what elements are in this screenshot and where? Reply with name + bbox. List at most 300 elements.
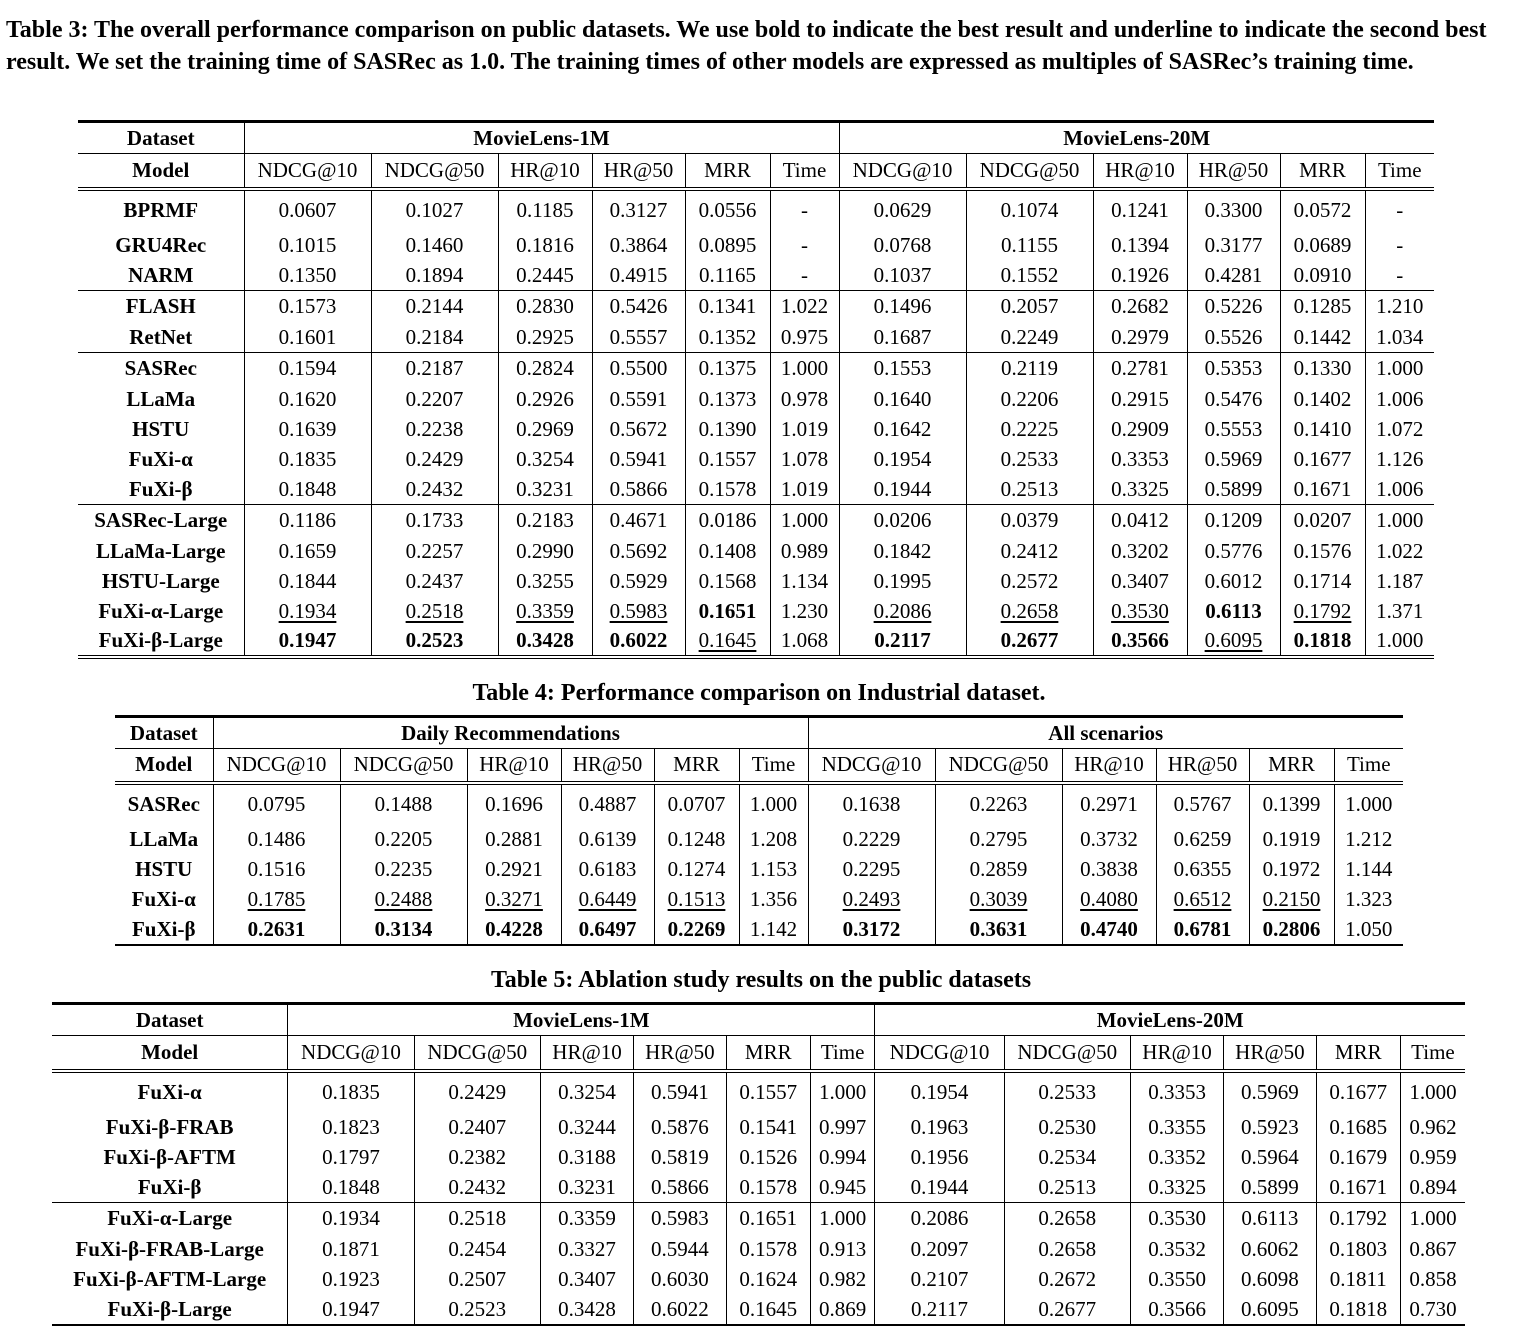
model-name: FLASH	[78, 291, 244, 323]
metric-value: 0.1677	[1280, 445, 1365, 475]
table5-caption: Table 5: Ablation study results on the public datasets	[490, 967, 1032, 993]
metric-header: MRR	[1249, 749, 1334, 783]
metric-value: 0.1578	[726, 1173, 810, 1203]
metric-value: 0.1488	[340, 783, 467, 825]
metric-value: 0.5944	[634, 1235, 726, 1265]
metric-value: 0.1074	[966, 189, 1093, 231]
metric-value: 0.3732	[1062, 825, 1156, 855]
metric-value: 0.2086	[875, 1203, 1004, 1235]
metric-value: 0.1185	[498, 189, 592, 231]
metric-value: 0.1645	[685, 627, 770, 657]
metric-value: 0.0768	[839, 231, 966, 261]
metric-value: 1.000	[1365, 505, 1434, 537]
metric-value: 0.3127	[592, 189, 685, 231]
metric-value: 0.1568	[685, 567, 770, 597]
metric-value: 0.6012	[1187, 567, 1280, 597]
metric-value: 0.3407	[1093, 567, 1187, 597]
metric-value: 1.371	[1376, 599, 1424, 623]
model-name: SASRec	[115, 783, 213, 825]
metric-value: 0.2432	[371, 475, 498, 505]
model-name: FuXi-β-FRAB-Large	[52, 1235, 288, 1265]
metric-value: 0.2572	[966, 567, 1093, 597]
metric-value: 1.022	[1376, 539, 1424, 563]
table-row	[78, 353, 1434, 385]
metric-value: 0.2057	[966, 291, 1093, 323]
metric-header: MRR	[1280, 154, 1365, 189]
metric-value: 0.5553	[1187, 415, 1280, 445]
metric-value: 0.5767	[1156, 783, 1249, 825]
metric-value: 0.1402	[1280, 385, 1365, 415]
dataset-header: Dataset	[78, 122, 244, 154]
model-name: FuXi-α	[52, 1071, 288, 1113]
metric-header: Time	[810, 1036, 875, 1071]
metric-value: 0.1659	[244, 537, 371, 567]
metric-value: 0.1923	[288, 1265, 414, 1295]
table-row	[52, 1113, 1465, 1143]
metric-value: 0.0186	[685, 505, 770, 537]
metric-value: 0.6113	[1224, 1203, 1316, 1235]
metric-value: 0.0207	[1280, 505, 1365, 537]
metric-header: Time	[1400, 1036, 1465, 1071]
metric-value: 1.134	[780, 569, 829, 593]
metric-value: 0.2830	[498, 291, 592, 323]
metric-value: 0.0795	[213, 783, 340, 825]
table-row	[78, 537, 1434, 567]
metric-value: 0.2445	[498, 261, 592, 291]
metric-value: 0.6113	[1187, 597, 1280, 627]
metric-value: 0.1601	[244, 323, 371, 353]
metric-value: 0.2184	[371, 323, 498, 353]
metric-value: 1.006	[1376, 387, 1424, 411]
metric-value: 0.6781	[1156, 915, 1249, 945]
table-row	[52, 1173, 1465, 1203]
metric-value: 0.2881	[467, 825, 561, 855]
metric-value: 0.1671	[1316, 1173, 1400, 1203]
metric-value: 0.2523	[371, 627, 498, 657]
metric-value: 0.858	[1409, 1267, 1457, 1291]
metric-value: 0.1792	[1316, 1203, 1400, 1235]
metric-value: 0.3231	[540, 1173, 633, 1203]
model-name: FuXi-α-Large	[52, 1203, 288, 1235]
metric-value: 0.1811	[1316, 1265, 1400, 1295]
metric-value: 0.2117	[839, 627, 966, 657]
metric-value: 0.1679	[1316, 1143, 1400, 1173]
metric-value: 0.2097	[875, 1235, 1004, 1265]
table-row	[78, 597, 1434, 627]
metric-value: 0.1209	[1187, 505, 1280, 537]
metric-header: NDCG@10	[875, 1036, 1004, 1071]
metric-value: 0.3428	[498, 627, 592, 657]
metric-value: 0.5941	[592, 445, 685, 475]
metric-value: -	[1396, 262, 1404, 287]
table-row	[52, 1203, 1465, 1235]
metric-value: 0.1844	[244, 567, 371, 597]
table-row	[78, 291, 1434, 323]
metric-value: 0.1186	[244, 505, 371, 537]
metric-value: 0.5941	[634, 1071, 726, 1113]
metric-value: 0.3244	[540, 1113, 633, 1143]
metric-value: 0.1944	[875, 1173, 1004, 1203]
table-row	[52, 1265, 1465, 1295]
metric-value: 0.2533	[966, 445, 1093, 475]
metric-value: 0.1640	[839, 385, 966, 415]
table-row	[78, 385, 1434, 415]
metric-value: 0.1576	[1280, 537, 1365, 567]
metric-value: 0.1823	[288, 1113, 414, 1143]
metric-value: 0.2144	[371, 291, 498, 323]
metric-value: 0.5426	[592, 291, 685, 323]
metric-value: 0.3566	[1093, 627, 1187, 657]
metric-value: 1.230	[780, 599, 829, 623]
metric-value: 1.153	[749, 857, 798, 881]
metric-value: 0.1816	[498, 231, 592, 261]
metric-value: 0.913	[819, 1237, 867, 1261]
metric-value: 0.1954	[839, 445, 966, 475]
metric-value: 0.3255	[498, 567, 592, 597]
metric-value: 0.1594	[244, 353, 371, 385]
table-row	[115, 855, 1403, 885]
metric-value: 0.2513	[1004, 1173, 1130, 1203]
metric-value: 0.3271	[467, 885, 561, 915]
metric-value: 0.1285	[1280, 291, 1365, 323]
group1-header: MovieLens-1M	[244, 122, 839, 154]
metric-value: 0.2658	[1004, 1235, 1130, 1265]
metric-value: 0.6022	[592, 627, 685, 657]
metric-value: 0.4887	[561, 783, 654, 825]
metric-value: 0.1894	[371, 261, 498, 291]
metric-value: -	[1396, 198, 1404, 222]
metric-value: 0.2971	[1062, 783, 1156, 825]
metric-value: 0.1620	[244, 385, 371, 415]
table-row	[78, 445, 1434, 475]
metric-value: 0.3532	[1130, 1235, 1223, 1265]
metric-value: 0.994	[819, 1145, 867, 1169]
metric-value: 0.6022	[634, 1295, 726, 1325]
metric-value: 0.959	[1409, 1145, 1457, 1169]
metric-value: 0.1410	[1280, 415, 1365, 445]
metric-value: 0.2207	[371, 385, 498, 415]
metric-value: 0.1578	[726, 1235, 810, 1265]
table-4	[115, 715, 1403, 946]
metric-value: 0.3254	[498, 445, 592, 475]
model-name: FuXi-β-Large	[78, 627, 244, 657]
metric-value: -	[1396, 233, 1404, 257]
metric-value: 0.1639	[244, 415, 371, 445]
metric-value: 0.1944	[839, 475, 966, 505]
metric-value: 0.5500	[592, 353, 685, 385]
metric-value: 1.022	[770, 291, 839, 323]
table-row	[52, 1071, 1465, 1113]
metric-value: 0.1926	[1093, 261, 1187, 291]
metric-value: 0.2454	[414, 1235, 540, 1265]
metric-value: 0.1408	[685, 537, 770, 567]
metric-header: NDCG@10	[244, 154, 371, 189]
metric-value: 0.2238	[371, 415, 498, 445]
metric-value: 0.2859	[935, 855, 1062, 885]
metric-value: 0.3838	[1062, 855, 1156, 885]
metric-value: 0.1557	[726, 1071, 810, 1113]
metric-value: 1.000	[1409, 1080, 1457, 1104]
metric-header: NDCG@10	[288, 1036, 414, 1071]
metric-value: 0.5899	[1187, 475, 1280, 505]
metric-value: 0.2429	[414, 1071, 540, 1113]
metric-value: 0.6030	[634, 1265, 726, 1295]
metric-value: 0.1394	[1093, 231, 1187, 261]
metric-value: 0.1651	[685, 597, 770, 627]
group1-header: MovieLens-1M	[288, 1004, 875, 1036]
metric-value: 0.1714	[1280, 567, 1365, 597]
metric-value: 0.2107	[875, 1265, 1004, 1295]
metric-value: 0.5526	[1187, 323, 1280, 353]
metric-value: 1.000	[749, 792, 798, 816]
model-name: LLaMa-Large	[78, 537, 244, 567]
metric-value: 0.5591	[592, 385, 685, 415]
metric-value: 0.1848	[288, 1173, 414, 1203]
metric-value: 0.997	[819, 1115, 867, 1139]
metric-value: 0.3254	[540, 1071, 633, 1113]
metric-value: 0.1835	[288, 1071, 414, 1113]
metric-header: NDCG@10	[808, 749, 935, 783]
model-name: FuXi-β	[78, 475, 244, 505]
table-5	[52, 1002, 1465, 1326]
dataset-header: Dataset	[52, 1004, 288, 1036]
metric-header: MRR	[654, 749, 739, 783]
model-name: SASRec-Large	[78, 505, 244, 537]
table-row	[78, 567, 1434, 597]
metric-header: HR@10	[498, 154, 592, 189]
metric-header: Time	[1365, 154, 1434, 189]
metric-value: 0.5969	[1224, 1071, 1316, 1113]
metric-value: 0.5476	[1187, 385, 1280, 415]
group2-header: MovieLens-20M	[875, 1004, 1465, 1036]
metric-value: 0.2658	[966, 597, 1093, 627]
table3-caption: Table 3: The overall performance comparison on public datasets. We use bold to indicate the best result and underline to indicate the second best result. We set the training time of SASRec as 1.0. The training times of other models are expressed as multiples of SASRec’s training time.	[6, 17, 1487, 75]
metric-value: 0.4228	[467, 915, 561, 945]
metric-value: 0.2412	[966, 537, 1093, 567]
metric-header: NDCG@50	[966, 154, 1093, 189]
metric-value: 0.0572	[1280, 189, 1365, 231]
metric-value: 1.078	[780, 447, 829, 471]
metric-value: 0.1954	[875, 1071, 1004, 1113]
metric-value: 0.1785	[213, 885, 340, 915]
table-3	[78, 120, 1434, 659]
table-row	[78, 323, 1434, 353]
metric-value: 0.1513	[654, 885, 739, 915]
metric-value: 0.3428	[540, 1295, 633, 1325]
metric-value: 0.3325	[1093, 475, 1187, 505]
metric-value: 0.2432	[414, 1173, 540, 1203]
metric-value: 0.2225	[966, 415, 1093, 445]
model-name: SASRec	[78, 353, 244, 385]
metric-value: 0.2382	[414, 1143, 540, 1173]
metric-value: 0.962	[1409, 1115, 1457, 1139]
model-name: HSTU	[78, 415, 244, 445]
metric-value: 0.0689	[1280, 231, 1365, 261]
metric-value: 0.2518	[414, 1203, 540, 1235]
group2-header: All scenarios	[808, 717, 1403, 749]
table-row	[115, 915, 1403, 945]
metric-header: HR@50	[1156, 749, 1249, 783]
metric-value: 1.208	[749, 827, 798, 851]
metric-value: 0.5923	[1224, 1113, 1316, 1143]
metric-value: 0.3202	[1093, 537, 1187, 567]
model-name: FuXi-β	[115, 915, 213, 945]
metric-value: 0.5776	[1187, 537, 1280, 567]
metric-value: 0.975	[780, 324, 829, 349]
metric-value: 0.2925	[498, 323, 592, 353]
model-name: LLaMa	[78, 385, 244, 415]
table-row	[78, 261, 1434, 291]
metric-value: 0.1037	[839, 261, 966, 291]
metric-value: 0.1496	[839, 291, 966, 323]
metric-value: 0.1516	[213, 855, 340, 885]
metric-value: 0.2206	[966, 385, 1093, 415]
metric-value: 0.2249	[966, 323, 1093, 353]
metric-value: 1.000	[819, 1080, 867, 1104]
metric-value: 1.144	[1345, 857, 1393, 881]
metric-value: 0.1486	[213, 825, 340, 855]
metric-value: 1.050	[1334, 915, 1403, 945]
metric-header: HR@10	[1130, 1036, 1223, 1071]
metric-header: HR@50	[561, 749, 654, 783]
metric-value: 0.6183	[561, 855, 654, 885]
metric-value: 1.068	[770, 627, 839, 657]
metric-value: 0.3327	[540, 1235, 633, 1265]
metric-value: 0.3550	[1130, 1265, 1223, 1295]
metric-value: 0.5692	[592, 537, 685, 567]
metric-value: 0.2969	[498, 415, 592, 445]
metric-value: 1.187	[1376, 569, 1424, 593]
metric-value: 0.1248	[654, 825, 739, 855]
metric-value: 0.2915	[1093, 385, 1187, 415]
metric-value: 0.3530	[1130, 1203, 1223, 1235]
metric-value: 0.5557	[592, 323, 685, 353]
model-name: GRU4Rec	[78, 231, 244, 261]
metric-value: 0.3530	[1093, 597, 1187, 627]
metric-value: 1.142	[739, 915, 808, 945]
metric-header: HR@50	[634, 1036, 726, 1071]
model-name: FuXi-β-FRAB	[52, 1113, 288, 1143]
metric-value: 0.2518	[371, 597, 498, 627]
metric-value: 0.2507	[414, 1265, 540, 1295]
metric-value: 0.1733	[371, 505, 498, 537]
model-name: FuXi-α-Large	[78, 597, 244, 627]
metric-value: 0.5819	[634, 1143, 726, 1173]
metric-value: 1.006	[1376, 476, 1424, 501]
metric-value: 0.1685	[1316, 1113, 1400, 1143]
metric-value: 0.2407	[414, 1113, 540, 1143]
metric-value: 0.5964	[1224, 1143, 1316, 1173]
metric-value: 0.3300	[1187, 189, 1280, 231]
metric-value: 0.3231	[498, 475, 592, 505]
metric-value: 0.1553	[839, 353, 966, 385]
metric-header: HR@10	[1062, 749, 1156, 783]
table-row	[78, 505, 1434, 537]
metric-value: 1.126	[1376, 447, 1424, 471]
metric-value: 0.5226	[1187, 291, 1280, 323]
metric-value: 0.1956	[875, 1143, 1004, 1173]
metric-value: 0.0556	[685, 189, 770, 231]
metric-value: 0.2979	[1093, 323, 1187, 353]
metric-value: 0.1442	[1280, 323, 1365, 353]
metric-value: 0.2523	[414, 1295, 540, 1325]
metric-value: 0.3864	[592, 231, 685, 261]
metric-value: 0.3325	[1130, 1173, 1223, 1203]
metric-value: 0.869	[810, 1295, 875, 1325]
metric-value: 1.019	[780, 417, 829, 441]
metric-value: 0.1947	[244, 627, 371, 657]
metric-value: 0.1552	[966, 261, 1093, 291]
metric-value: 0.2533	[1004, 1071, 1130, 1113]
dataset-header: Dataset	[115, 717, 213, 749]
metric-value: 0.5929	[592, 567, 685, 597]
metric-header: HR@50	[1224, 1036, 1316, 1071]
metric-value: 0.1642	[839, 415, 966, 445]
metric-value: 0.2119	[966, 353, 1093, 385]
metric-value: 1.000	[1400, 1203, 1465, 1235]
model-name: FuXi-β-AFTM	[52, 1143, 288, 1173]
metric-header: MRR	[726, 1036, 810, 1071]
metric-header: MRR	[1316, 1036, 1400, 1071]
group2-header: MovieLens-20M	[839, 122, 1434, 154]
model-name: BPRMF	[78, 189, 244, 231]
metric-value: 1.072	[1376, 417, 1424, 441]
metric-value: 1.356	[749, 887, 798, 911]
metric-value: 0.0707	[654, 783, 739, 825]
metric-value: 0.1526	[726, 1143, 810, 1173]
metric-value: -	[801, 262, 808, 287]
metric-value: 1.034	[1376, 324, 1424, 349]
metric-value: 0.3134	[340, 915, 467, 945]
metric-value: 0.1165	[685, 261, 770, 291]
group1-header: Daily Recommendations	[213, 717, 808, 749]
metric-value: 0.945	[819, 1174, 867, 1199]
metric-value: 0.0607	[244, 189, 371, 231]
metric-value: 0.1792	[1280, 597, 1365, 627]
metric-value: 1.212	[1345, 827, 1393, 851]
metric-value: 0.1352	[685, 323, 770, 353]
metric-header: NDCG@50	[340, 749, 467, 783]
metric-value: 0.2263	[935, 783, 1062, 825]
metric-value: 0.5983	[592, 597, 685, 627]
metric-value: 0.1919	[1249, 825, 1334, 855]
metric-value: 0.1578	[685, 475, 770, 505]
metric-value: 0.2795	[935, 825, 1062, 855]
metric-value: 0.4671	[592, 505, 685, 537]
metric-value: 1.210	[1365, 291, 1434, 323]
metric-value: 0.1835	[244, 445, 371, 475]
metric-value: 0.4915	[592, 261, 685, 291]
metric-value: 0.0910	[1280, 261, 1365, 291]
metric-header: Time	[770, 154, 839, 189]
metric-value: 0.3355	[1130, 1113, 1223, 1143]
metric-value: 0.894	[1409, 1174, 1457, 1199]
metric-value: 0.1541	[726, 1113, 810, 1143]
metric-value: 0.1803	[1316, 1235, 1400, 1265]
metric-value: 0.5983	[634, 1203, 726, 1235]
metric-header: NDCG@50	[414, 1036, 540, 1071]
metric-value: 0.1818	[1316, 1295, 1400, 1325]
model-name: HSTU-Large	[78, 567, 244, 597]
metric-value: 0.5876	[634, 1113, 726, 1143]
metric-value: 0.1651	[726, 1203, 810, 1235]
metric-value: 0.1645	[726, 1295, 810, 1325]
metric-value: 0.5969	[1187, 445, 1280, 475]
metric-value: 0.2183	[498, 505, 592, 537]
metric-value: 0.1274	[654, 855, 739, 885]
metric-value: 0.5899	[1224, 1173, 1316, 1203]
metric-value: 0.2781	[1093, 353, 1187, 385]
